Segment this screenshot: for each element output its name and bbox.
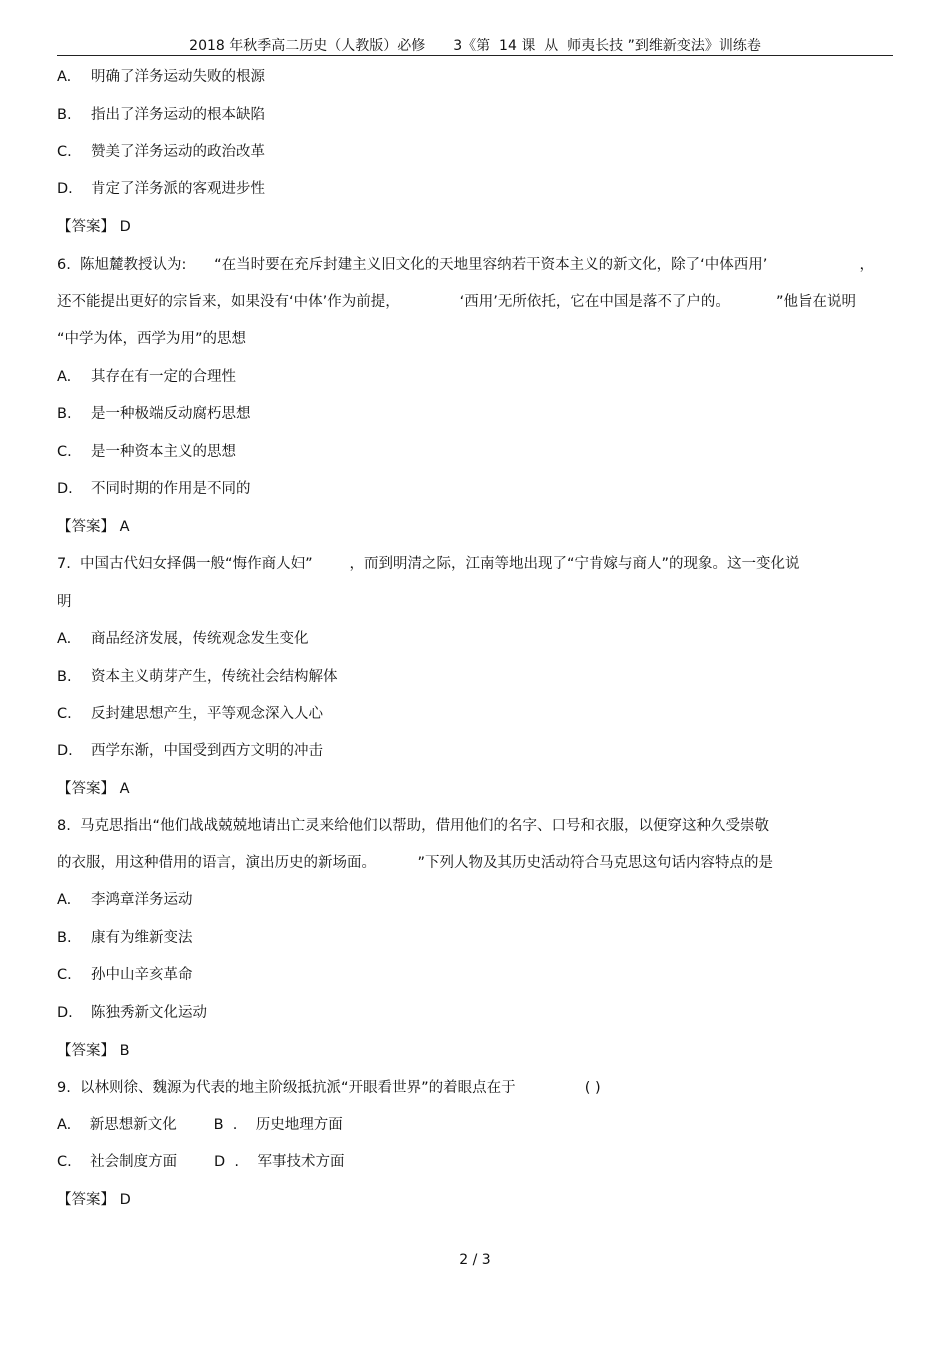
q8-option-c-letter: C. xyxy=(57,967,72,983)
q6-option-a xyxy=(57,367,236,387)
q7-option-c-text: 反封建思想产生，平等观念深入人心 xyxy=(91,706,323,722)
q6-option-b-letter: B. xyxy=(57,406,72,422)
q8-option-a-letter: A. xyxy=(57,892,72,908)
q8-option-b xyxy=(57,928,193,948)
q9-options-row-2: C. 社会制度方面 D . 军事技术方面 xyxy=(57,1154,345,1170)
page-header: 2018 年秋季高二历史（人教版）必修 3《第 14 课 从 师夷长技 ”到维新变法》训练卷 xyxy=(189,38,761,54)
q8-option-d xyxy=(57,1003,207,1023)
q5-option-a xyxy=(57,67,265,87)
q6-option-c xyxy=(57,442,236,462)
q8-option-b-letter: B. xyxy=(57,930,72,946)
q6-stem-line-1: 6. 陈旭麓教授认为: “在当时要在充斥封建主义旧文化的天地里容纳若干资本主义的新文化，除了‘中体西用’ ， xyxy=(57,257,875,273)
q7-option-b-text: 资本主义萌芽产生，传统社会结构解体 xyxy=(91,669,338,685)
q7-stem-line-1: 7. 中国古代妇女择偶一般“悔作商人妇” ，而到明清之际，江南等地出现了“宁肯嫁与商人”的现象。这一变化说 xyxy=(57,556,800,572)
q6-option-d-text: 不同时期的作用是不同的 xyxy=(91,481,251,497)
q6-option-a-text: 其存在有一定的合理性 xyxy=(91,369,236,385)
q7-stem-line-2: 明 xyxy=(57,594,72,610)
q7-answer: 【答案】 A xyxy=(57,781,130,797)
q5-option-d xyxy=(57,179,265,199)
q9-options-row-1: A. 新思想新文化 B . 历史地理方面 xyxy=(57,1117,343,1133)
q5-option-d-letter: D. xyxy=(57,181,73,197)
q7-option-b xyxy=(57,667,338,687)
q8-option-b-text: 康有为维新变法 xyxy=(91,930,193,946)
q5-option-b xyxy=(57,105,265,125)
q8-stem-line-1: 8. 马克思指出“他们战战兢兢地请出亡灵来给他们以帮助，借用他们的名字、口号和衣服，以便穿这种久受崇敬 xyxy=(57,818,770,834)
q8-option-c-text: 孙中山辛亥革命 xyxy=(91,967,193,983)
q6-stem-line-3: “中学为体，西学为用”的思想 xyxy=(57,331,247,347)
q5-answer: 【答案】 D xyxy=(57,219,131,235)
q6-option-c-text: 是一种资本主义的思想 xyxy=(91,444,236,460)
q6-option-a-letter: A. xyxy=(57,369,72,385)
q6-option-b-text: 是一种极端反动腐朽思想 xyxy=(91,406,251,422)
q6-option-c-letter: C. xyxy=(57,444,72,460)
q8-option-d-letter: D. xyxy=(57,1005,73,1021)
q5-option-b-text: 指出了洋务运动的根本缺陷 xyxy=(91,107,265,123)
q5-option-c-text: 赞美了洋务运动的政治改革 xyxy=(91,144,265,160)
q8-stem-line-2: 的衣服，用这种借用的语言，演出历史的新场面。 ”下列人物及其历史活动符合马克思这句话内容特点的是 xyxy=(57,855,773,871)
q9-answer: 【答案】 D xyxy=(57,1192,131,1208)
q7-option-c xyxy=(57,704,323,724)
q7-option-a-letter: A. xyxy=(57,631,72,647)
q9-stem-line-1: 9. 以林则徐、魏源为代表的地主阶级抵抗派“开眼看世界”的着眼点在于 ( ) xyxy=(57,1080,601,1096)
q6-stem-line-2: 还不能提出更好的宗旨来，如果没有‘中体’作为前提， ‘西用’无所依托，它在中国是落不了户的。 ”他旨在说明 xyxy=(57,294,856,310)
q8-option-a xyxy=(57,890,193,910)
q7-option-c-letter: C. xyxy=(57,706,72,722)
q6-answer: 【答案】 A xyxy=(57,519,130,535)
q7-option-a-text: 商品经济发展，传统观念发生变化 xyxy=(91,631,309,647)
q7-option-d-letter: D. xyxy=(57,743,73,759)
q7-option-a xyxy=(57,629,309,649)
q6-option-d-letter: D. xyxy=(57,481,73,497)
q6-option-d xyxy=(57,479,251,499)
q5-option-a-text: 明确了洋务运动失败的根源 xyxy=(91,69,265,85)
q8-option-c xyxy=(57,965,193,985)
q7-option-b-letter: B. xyxy=(57,669,72,685)
page-number: 2 / 3 xyxy=(459,1252,491,1268)
q8-answer: 【答案】 B xyxy=(57,1043,130,1059)
q5-option-c-letter: C. xyxy=(57,144,72,160)
q7-option-d-text: 西学东渐，中国受到西方文明的冲击 xyxy=(91,743,323,759)
q6-option-b xyxy=(57,404,251,424)
header-divider xyxy=(57,55,893,56)
q5-option-c xyxy=(57,142,265,162)
q7-option-d xyxy=(57,741,323,761)
q8-option-d-text: 陈独秀新文化运动 xyxy=(91,1005,207,1021)
q5-option-b-letter: B. xyxy=(57,107,72,123)
q5-option-d-text: 肯定了洋务派的客观进步性 xyxy=(91,181,265,197)
q5-option-a-letter: A. xyxy=(57,69,72,85)
q8-option-a-text: 李鸿章洋务运动 xyxy=(91,892,193,908)
